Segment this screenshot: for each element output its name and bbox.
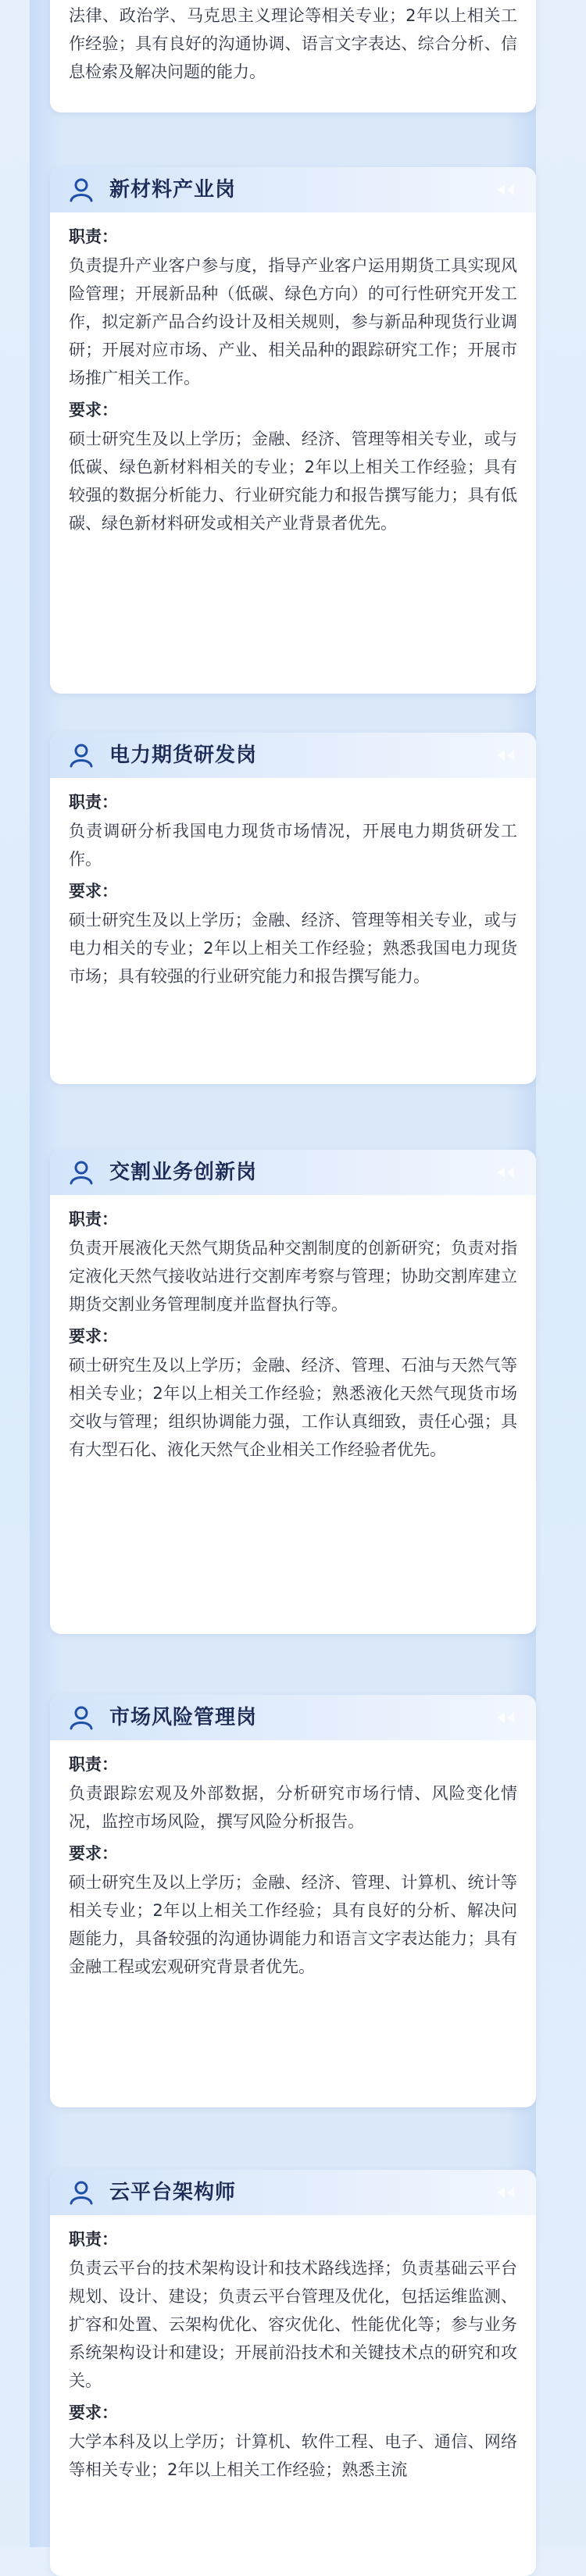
- double-arrow-left-icon: [495, 748, 517, 762]
- duty-text: 负责云平台的技术架构设计和技术路线选择；负责基础云平台规划、设计、建设；负责云平台管理及优化，包括运维监测、扩容和处置、云架构优化、容灾优化、性能优化等；参与业务系统架构设计和建设；开展前沿技术和关键技术点的研究和攻关。: [69, 2259, 517, 2390]
- double-arrow-left-icon: [495, 1711, 517, 1725]
- duty-text: 负责提升产业客户参与度，指导产业客户运用期货工具实现风险管理；开展新品种（低碳、绿色方向）的可行性研究开发工作，拟定新产品合约设计及相关规则，参与新品种现货行业调研；开展对应市场、产业、相关品种的跟踪研究工作；开展市场推广相关工作。: [69, 256, 517, 387]
- job-card-power-futures: [50, 733, 536, 1084]
- job-card-partial-top: [50, 0, 536, 112]
- job-card-delivery-innovation: [50, 1150, 536, 1634]
- requirement-label: 要求：: [69, 1844, 118, 1863]
- requirement-text: 硕士研究生及以上学历；金融、经济、管理等相关专业，或与低碳、绿色新材料相关的专业；2年以上相关工作经验；具有较强的数据分析能力、行业研究能力和报告撰写能力；具有低碳、绿色新材料研发或相关产业背景者优先。: [69, 430, 517, 533]
- user-icon: [69, 177, 94, 202]
- double-arrow-left-icon: [495, 2185, 517, 2200]
- job-title: 市场风险管理岗: [109, 1706, 258, 1729]
- job-card-new-materials: [50, 167, 536, 694]
- job-card-cloud-architect: [50, 2170, 536, 2576]
- requirement-label: 要求：: [69, 2403, 118, 2422]
- job-title: 新材料产业岗: [109, 178, 237, 202]
- card-header: [50, 167, 536, 212]
- duty-label: 职责：: [69, 1755, 118, 1774]
- job-title: 电力期货研发岗: [109, 744, 258, 767]
- duty-label: 职责：: [69, 227, 118, 246]
- job-title: 交割业务创新岗: [109, 1161, 258, 1184]
- user-icon: [69, 2180, 94, 2205]
- requirement-text: 法律、政治学、马克思主义理论等相关专业；2年以上相关工作经验；具有良好的沟通协调、语言文字表达、综合分析、信息检索及解决问题的能力。: [69, 6, 517, 81]
- double-arrow-left-icon: [495, 1165, 517, 1179]
- user-icon: [69, 1160, 94, 1185]
- card-header: [50, 733, 536, 778]
- duty-label: 职责：: [69, 2230, 118, 2249]
- requirement-label: 要求：: [69, 1327, 118, 1346]
- job-title: 云平台架构师: [109, 2181, 237, 2204]
- duty-text: 负责跟踪宏观及外部数据，分析研究市场行情、风险变化情况，监控市场风险，撰写风险分析报告。: [69, 1784, 517, 1831]
- requirement-text: 硕士研究生及以上学历；金融、经济、管理、计算机、统计等相关专业；2年以上相关工作经验；具有良好的分析、解决问题能力，具备较强的沟通协调能力和语言文字表达能力；具有金融工程或宏观研究背景者优先。: [69, 1873, 517, 1976]
- job-card-market-risk: [50, 1695, 536, 2107]
- requirement-label: 要求：: [69, 882, 118, 901]
- card-header: [50, 2170, 536, 2215]
- duty-text: 负责调研分析我国电力现货市场情况，开展电力期货研发工作。: [69, 822, 517, 869]
- duty-label: 职责：: [69, 1210, 118, 1229]
- requirement-label: 要求：: [69, 401, 118, 419]
- requirement-text: 大学本科及以上学历；计算机、软件工程、电子、通信、网络等相关专业；2年以上相关工作经验；熟悉主流: [69, 2432, 517, 2479]
- card-header: [50, 1695, 536, 1740]
- duty-text: 负责开展液化天然气期货品种交割制度的创新研究；负责对指定液化天然气接收站进行交割库考察与管理；协助交割库建立期货交割业务管理制度并监督执行等。: [69, 1239, 517, 1314]
- user-icon: [69, 743, 94, 768]
- requirement-text: 硕士研究生及以上学历；金融、经济、管理、石油与天然气等相关专业；2年以上相关工作经验；熟悉液化天然气现货市场交收与管理；组织协调能力强，工作认真细致，责任心强；具有大型石化、液化天然气企业相关工作经验者优先。: [69, 1356, 517, 1459]
- requirement-text: 硕士研究生及以上学历；金融、经济、管理等相关专业，或与电力相关的专业；2年以上相关工作经验；熟悉我国电力现货市场；具有较强的行业研究能力和报告撰写能力。: [69, 911, 517, 986]
- user-icon: [69, 1705, 94, 1730]
- card-header: [50, 1150, 536, 1195]
- duty-label: 职责：: [69, 793, 118, 812]
- double-arrow-left-icon: [495, 183, 517, 197]
